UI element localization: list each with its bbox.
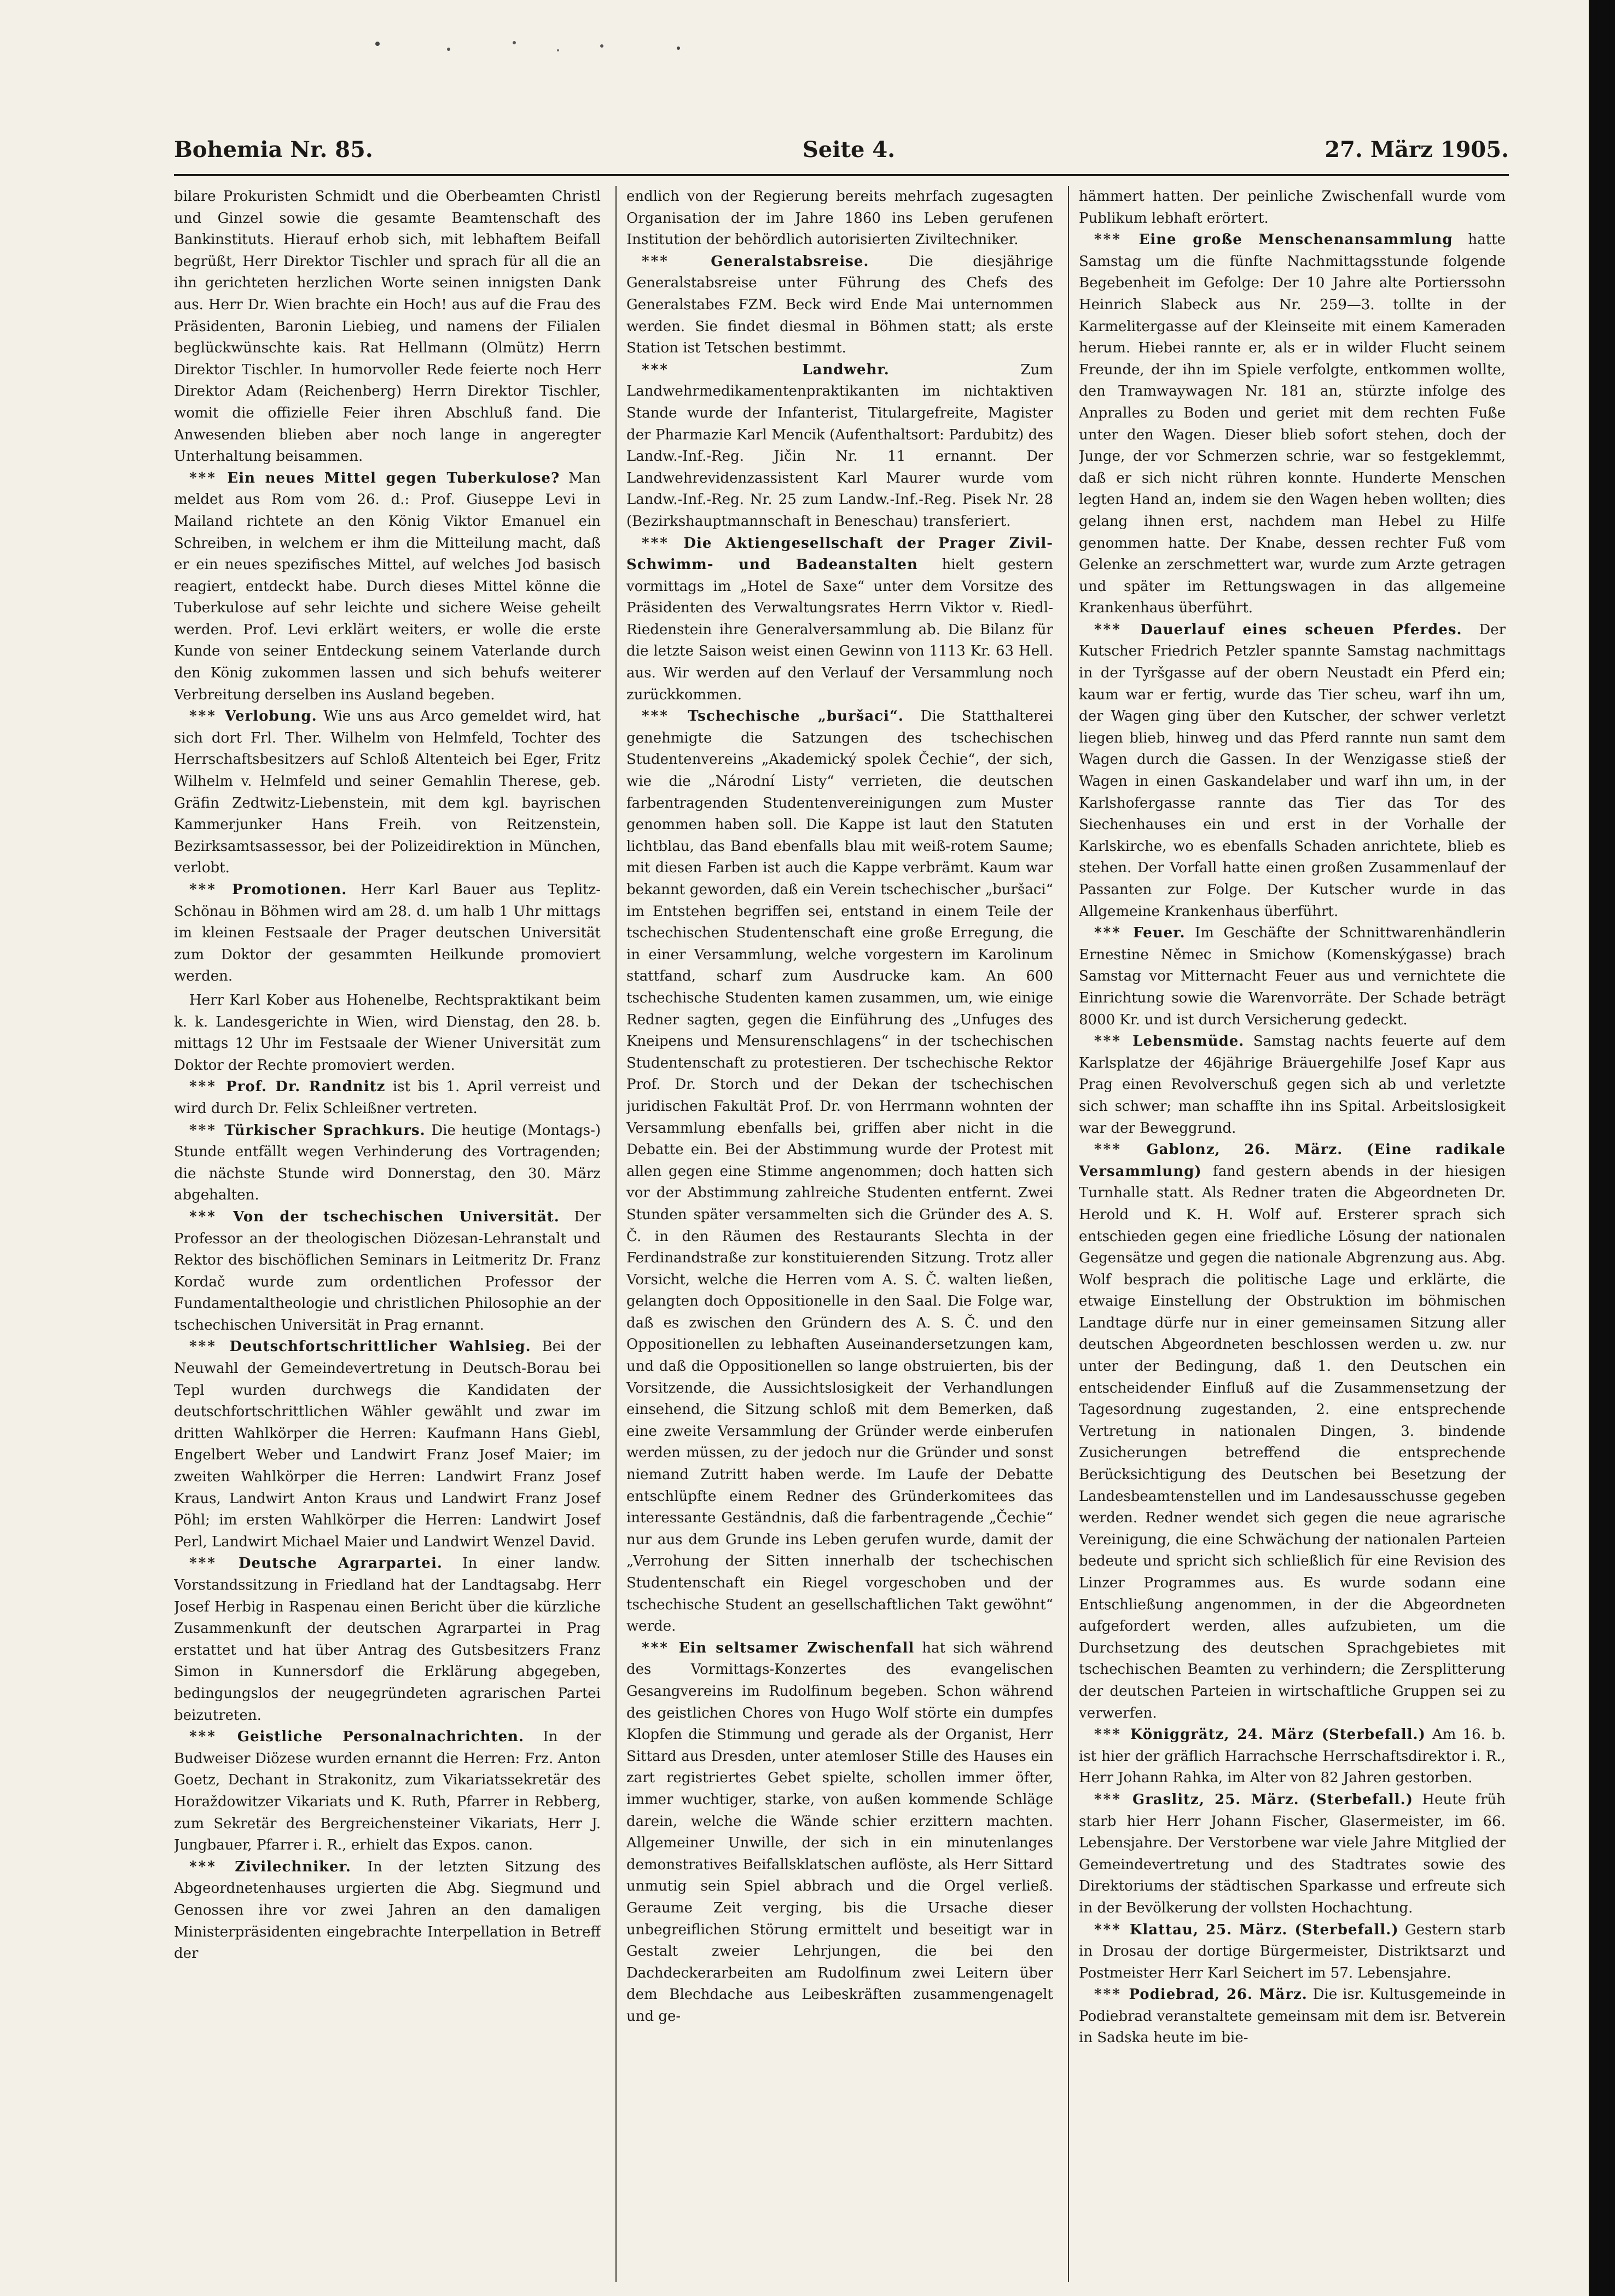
article-headline: Deutsche Agrarpartei. xyxy=(238,1555,443,1572)
article-text: Die isr. Kultusgemeinde in Podiebrad veranstaltete gemeinsam mit dem isr. Betverein in Sadska heute im bie- xyxy=(1079,1986,1506,2046)
article-text: Gestern starb in Drosau der dortige Bürgermeister, Distriktsarzt und Postmeister Herr Karl Seichert im 57. Lebensjahre. xyxy=(1079,1921,1506,1981)
article-headline: Geistliche Personalnachrichten. xyxy=(237,1729,525,1746)
article-text: Zum Landwehrmedikamentenpraktikanten im nichtaktiven Stande wurde der Infanterist, Titulargefreite, Magister der Pharmazie Karl Mencik (Aufenthaltsort: Pardubitz) des Landw.-Inf.-Reg. Jičin Nr. 11 ernannt. Der Landwehrevidenzassistent Karl Maurer wurde vom Landw.-Inf.-Reg. Nr. 25 zum Landw.-Inf.-Reg. Pisek Nr. 28 (Bezirkshauptmannschaft in Beneschau) transferiert. xyxy=(626,361,1053,530)
article-text: Wie uns aus Arco gemeldet wird, hat sich dort Frl. Ther. Wilhelm von Helmfeld, Tochter des Herrschaftsbesitzers auf Schloß Altenteich bei Eger, Fritz Wilhelm v. Helmfeld und seiner Gemahlin Therese, geb. Gräfin Zedtwitz-Liebenstein, mit dem kgl. bayrischen Kammerjunker Hans Freih. von Reitzenstein, Bezirksamtsassessor, bei der Polizeidirektion in München, verlobt. xyxy=(174,708,601,877)
asterism-mark: *** xyxy=(1094,1726,1130,1743)
asterism-mark: *** xyxy=(1094,1986,1129,2003)
article-text: Herr Karl Kober aus Hohenelbe, Rechtspraktikant beim k. k. Landesgerichte in Wien, wird Dienstag, den 28. b. mittags 12 Uhr im Festsaale der Wiener Universität zum Doktor der Rechte promoviert werden. xyxy=(174,992,601,1074)
asterism-mark: *** xyxy=(1094,1791,1132,1808)
article-paragraph xyxy=(626,706,1053,1638)
asterism-mark: *** xyxy=(189,1208,234,1225)
article-paragraph xyxy=(1079,229,1506,619)
column-3 xyxy=(1079,186,1506,2287)
asterism-mark: *** xyxy=(189,1555,239,1572)
article-paragraph xyxy=(1079,1724,1506,1789)
continued-text xyxy=(174,990,601,1076)
article-text: Herr Karl Bauer aus Teplitz-Schönau in Böhmen wird am 28. d. um halb 1 Uhr mittags im kleinen Festsaale der Prager deutschen Universität zum Doktor der gesammten Heilkunde promoviert werden. xyxy=(174,882,601,985)
article-paragraph xyxy=(174,1336,601,1553)
article-headline: Gablonz, 26. März. (Eine radikale Versammlung) xyxy=(1079,1141,1506,1180)
article-paragraph xyxy=(626,533,1053,706)
scan-border xyxy=(1589,0,1615,2296)
asterism-mark: *** xyxy=(1094,231,1139,248)
article-text: In der letzten Sitzung des Abgeordnetenhauses urgierten die Abg. Siegmund und Genossen ihre vor zwei Jahren an den damaligen Ministerpräsidenten eingebrachte Interpellation in Betreff der xyxy=(174,1858,601,1962)
article-headline: Ein seltsamer Zwischenfall xyxy=(678,1639,915,1656)
article-headline: Die Aktiengesellschaft der Prager Zivil-Schwimm- und Badeanstalten xyxy=(626,535,1053,573)
article-paragraph xyxy=(1079,923,1506,1031)
page-header xyxy=(174,137,1509,163)
asterism-mark: *** xyxy=(1094,925,1134,942)
article-headline: Tschechische „buršaci“. xyxy=(688,708,904,725)
article-paragraph xyxy=(626,251,1053,360)
asterism-mark: *** xyxy=(189,469,228,486)
continued-text xyxy=(626,186,1053,251)
column-1 xyxy=(174,186,601,2287)
article-headline: Generalstabsreise. xyxy=(711,253,869,270)
publication-number: Bohemia Nr. 85. xyxy=(174,137,373,163)
article-text: Man meldet aus Rom vom 26. d.: Prof. Giuseppe Levi in Mailand richtete an den König Viktor Emanuel ein Schreiben, in welchem er ihm die Mitteilung macht, daß er ein neues spezifisches Mittel, auf welches Jod basisch reagiert, entdeckt habe. Durch dieses Mittel könne die Tuberkulose auf sehr leichte und sichere Weise geheilt werden. Prof. Levi erklärt weiters, er wolle die erste Kunde von seiner Entdeckung seinem Vaterlande durch den König zukommen lassen und sich behufs weiterer Verbreitung derselben ins Ausland begeben. xyxy=(174,469,601,703)
asterism-mark: *** xyxy=(642,708,688,725)
issue-date: 27. März 1905. xyxy=(1324,137,1509,163)
asterism-mark: *** xyxy=(1094,1033,1133,1050)
article-paragraph xyxy=(174,1553,601,1726)
article-paragraph xyxy=(626,1638,1053,2028)
article-paragraph xyxy=(1079,1984,1506,2049)
article-headline: Deutschfortschrittlicher Wahlsieg. xyxy=(229,1338,531,1355)
article-text: In einer landw. Vorstandssitzung in Friedland hat der Landtagsabg. Herr Josef Herbig in Raspenau einen Bericht über die kürzliche Zusammenkunft der deutschen Agrarpartei in Prag erstattet und hat über Antrag des Gutsbesitzers Franz Simon in Kunnersdorf die Erklärung abgegeben, bedingungslos der neugegründeten agrarischen Partei beizutreten. xyxy=(174,1555,601,1724)
article-headline: Dauerlauf eines scheuen Pferdes. xyxy=(1140,621,1462,638)
article-headline: Landwehr. xyxy=(802,361,890,378)
article-headline: Klattau, 25. März. (Sterbefall.) xyxy=(1129,1921,1399,1938)
article-headline: Verlobung. xyxy=(225,708,317,725)
article-paragraph xyxy=(626,360,1053,533)
article-paragraph xyxy=(1079,1920,1506,1985)
article-headline: Prof. Dr. Randnitz xyxy=(226,1079,386,1095)
asterism-mark: *** xyxy=(189,1079,226,1095)
article-paragraph xyxy=(174,1857,601,1965)
article-headline: Graslitz, 25. März. (Sterbefall.) xyxy=(1132,1791,1414,1808)
article-text: Im Geschäfte der Schnittwarenhändlerin Ernestine Němec in Smichow (Komenskýgasse) brach Samstag vor Mitternacht Feuer aus und vernichtete die Einrichtung sowie die Warenvorräte. Der Schade beträgt 8000 Kr. und ist durch Versicherung gedeckt. xyxy=(1079,925,1506,1028)
article-headline: Podiebrad, 26. März. xyxy=(1129,1986,1308,2003)
article-headline: Feuer. xyxy=(1133,925,1186,942)
article-text: Samstag nachts feuerte auf dem Karlsplatze der 46jährige Bräuergehilfe Josef Kapr aus Prag einen Revolverschuß gegen sich ab und verletzte sich schwer; man schaffte ihn ins Spital. Arbeitslosigkeit war der Beweggrund. xyxy=(1079,1033,1506,1137)
asterism-mark: *** xyxy=(189,708,225,725)
article-paragraph xyxy=(1079,1789,1506,1920)
article-headline: Eine große Menschenansammlung xyxy=(1138,231,1453,248)
article-paragraph xyxy=(1079,1139,1506,1724)
article-text: Heute früh starb hier Herr Johann Fischer, Glasermeister, im 66. Lebensjahre. Der Verstorbene war viele Jahre Mitglied der Gemeindevertretung und des Stadtrates sowie des Direktoriums der städtischen Sparkasse und erfreute sich in der Bevölkerung der vollsten Hochachtung. xyxy=(1079,1791,1506,1916)
article-paragraph xyxy=(174,468,601,706)
asterism-mark: *** xyxy=(189,1729,237,1746)
asterism-mark: *** xyxy=(1094,1921,1130,1938)
article-paragraph xyxy=(174,1207,601,1337)
asterism-mark: *** xyxy=(189,1122,225,1139)
article-paragraph xyxy=(1079,1031,1506,1139)
article-text: Der Professor an der theologischen Diözesan-Lehranstalt und Rektor des bischöflichen Seminars in Leitmeritz Dr. Franz Kordač wurde zum ordentlichen Professor der Fundamentaltheologie und christlichen Philosophie an der tschechischen Universität in Prag ernannt. xyxy=(174,1208,601,1333)
continued-text xyxy=(1079,186,1506,229)
article-headline: Türkischer Sprachkurs. xyxy=(224,1122,426,1139)
article-paragraph xyxy=(174,1726,601,1857)
asterism-mark: *** xyxy=(1094,621,1141,638)
asterism-mark: *** xyxy=(642,1639,679,1656)
header-rule xyxy=(174,174,1509,176)
asterism-mark: *** xyxy=(189,1858,235,1875)
article-paragraph xyxy=(174,1120,601,1207)
asterism-mark: *** xyxy=(189,882,233,898)
article-text: ist bis 1. April verreist und wird durch Dr. Felix Schleißner vertreten. xyxy=(174,1079,601,1117)
article-text: Die diesjährige Generalstabsreise unter Führung des Chefs des Generalstabes FZM. Beck wird Ende Mai unternommen werden. Sie findet diesmal in Böhmen statt; als erste Station ist Tetschen bestimmt. xyxy=(626,253,1053,357)
asterism-mark: *** xyxy=(189,1338,230,1355)
article-paragraph xyxy=(174,879,601,988)
column-divider xyxy=(615,186,617,2282)
column-divider xyxy=(1068,186,1069,2282)
article-paragraph xyxy=(174,706,601,879)
article-text: Am 16. b. ist hier der gräflich Harrachsche Herrschaftsdirektor i. R., Herr Johann Rahka, im Alter von 82 Jahren gestorben. xyxy=(1079,1726,1506,1787)
article-headline: Ein neues Mittel gegen Tuberkulose? xyxy=(227,469,560,486)
article-headline: Von der tschechischen Universität. xyxy=(233,1208,560,1225)
article-paragraph xyxy=(1079,619,1506,923)
article-text: Der Kutscher Friedrich Petzler spannte Samstag nachmittags in der Tyršgasse auf der obern Neustadt ein Pferd ein; kaum war er fertig, wurde das Tier scheu, warf ihn um, der Wagen ging über den Kutscher, der schwer verletzt liegen blieb, hinweg und das Pferd rannte nun samt dem Wagen durch die Gassen. In der Wenzigasse stieß der Wagen in einen Gaskandelaber und warf ihn um, in der Karlshofergasse rannte das Tier das Tor des Siechenhauses ein und erst in der Vorhalle der Karlskirche, wo es ebenfalls Schaden anrichtete, blieb es stehen. Der Vorfall hatte einen großen Zusammenlauf der Passanten zur Folge. Der Kutscher wurde in das Allgemeine Krankenhaus überführt. xyxy=(1079,621,1506,920)
column-2 xyxy=(626,186,1053,2287)
article-text: hielt gestern vormittags im „Hotel de Saxe“ unter dem Vorsitze des Präsidenten des Verwaltungsrates Herrn Viktor v. Riedl-Riedenstein ihre Generalversammlung ab. Die Bilanz für die letzte Saison weist einen Gewinn von 1113 Kr. 63 Hell. aus. Wir werden auf den Verlauf der Versammlung noch zurückkommen. xyxy=(626,556,1053,703)
article-headline: Königgrätz, 24. März (Sterbefall.) xyxy=(1130,1726,1426,1743)
article-text: In der Budweiser Diözese wurden ernannt die Herren: Frz. Anton Goetz, Dechant in Strakonitz, zum Vikariatssekretär des Horaždowitzer Vikariats und K. Ruth, Pfarrer in Rebberg, zum Sekretär des Bergreichensteiner Vikariats, Herr J. Jungbauer, Pfarrer i. R., erhielt das Expos. canon. xyxy=(174,1729,601,1854)
scan-specks xyxy=(328,33,766,60)
article-paragraph xyxy=(174,1076,601,1120)
article-text: fand gestern abends in der hiesigen Turnhalle statt. Als Redner traten die Abgeordneten Dr. Herold und K. H. Wolf auf. Ersterer sprach sich entschieden gegen eine friedliche Lösung der nationalen Gegensätze und gegen die nationale Abgrenzung aus. Abg. Wolf besprach die politische Lage und erklärte, die etwaige Einstellung der Obstruktion im böhmischen Landtage dürfe nur in einer gemeinsamen Sitzung aller deutschen Abgeordneten beschlossen werden u. zw. nur unter der Bedingung, daß 1. den Deutschen ein entscheidender Einfluß auf die Zusammensetzung der Tagesordnung zugestanden, 2. eine entsprechende Vertretung in nationalen Dingen, 3. bindende Zusicherungen betreffend die entsprechende Berücksichtigung des Deutschen bei Besetzung der Landesbeamtenstellen und im Landesausschusse gegeben werden. Redner wendet sich gegen die neue agrarische Vereinigung, die eine Schwächung der nationalen Parteien bedeute und spricht sich schließlich für eine Revision des Linzer Programmes aus. Es wurde sodann eine Entschließung angenommen, in der die Abgeordneten aufgefordert werden, alles aufzubieten, um die Durchsetzung des deutschen Sprachgebietes mit tschechischen Beamten zu verhindern; die Zersplitterung der deutschen Parteien in wirtschaftliche Gruppen sei zu verwerfen. xyxy=(1079,1163,1506,1721)
article-text: hat sich während des Vormittags-Konzertes des evangelischen Gesangvereins im Rudolfinum begeben. Schon während des geistlichen Chores von Hugo Wolf störte ein dumpfes Klopfen die Stimmung und gerade als der Organist, Herr Sittard aus Dresden, unter atemloser Stille des Hauses ein zart registriertes Gebet spielte, schollen immer öfter, immer wuchtiger, starke, von außen kommende Schläge darein, welche die Wände schier erzittern machten. Allgemeiner Unwille, der sich in ein minutenlanges demonstratives Beifallsklatschen auflöste, als Herr Sittard unmutig sein Spiel abbrach und die Orgel verließ. Geraume Zeit verging, bis die Ursache dieser unbegreiflichen Störung ermittelt und beseitigt war in Gestalt zweier Lehrjungen, die bei den Dachdeckerarbeiten am Rudolfinum zwei Leitern über dem Blechdache aus Leibeskräften zusammengenagelt und ge- xyxy=(626,1639,1053,2025)
article-text: hatte Samstag um die fünfte Nachmittagsstunde folgende Begebenheit im Gefolge: Der 10 Jahre alte Portierssohn Heinrich Slabeck aus Nr. 259—3. tollte in der Karmelitergasse auf der Kleinseite mit einem Kameraden herum. Hiebei rannte er, als er in wilder Flucht seinem Freunde, der ihn im Spiele verfolgte, entkommen wollte, den Tramwaywagen Nr. 181 an, stürzte infolge des Anpralles zu Boden und geriet mit dem rechten Fuße unter den Wagen. Dieser blieb sofort stehen, doch der Junge, der vor Schmerzen schrie, war so festgeklemmt, daß er sich nicht rühren konnte. Hunderte Menschen legten Hand an, indem sie den Wagen heben wollten; dies gelang ihnen erst, nachdem man Hebel zu Hilfe genommen hatte. Der Knabe, dessen rechter Fuß vom Gelenke an zerschmettert war, wurde zum Arzte getragen und später im Rettungswagen in das allgemeine Krankenhaus überführt. xyxy=(1079,231,1506,617)
asterism-mark: *** xyxy=(1094,1141,1147,1158)
article-text: Bei der Neuwahl der Gemeindevertretung in Deutsch-Borau bei Tepl wurden durchwegs die Kandidaten der deutschfortschrittlichen Wähler gewählt und zwar im dritten Wahlkörper die Herren: Kaufmann Hans Giebl, Engelbert Weber und Landwirt Franz Josef Maier; im zweiten Wahlkörper die Herren: Landwirt Franz Josef Kraus, Landwirt Anton Kraus und Landwirt Franz Josef Pöhl; im ersten Wahlkörper die Herren: Landwirt Josef Perl, Landwirt Michael Maier und Landwirt Wenzel David. xyxy=(174,1338,601,1550)
article-text: Die Statthalterei genehmigte die Satzungen des tschechischen Studentenvereins „Akademický spolek Čechie“, der sich, wie die „Národní Listy“ verrieten, die deutschen farbentragenden Studentenvereinigungen zum Muster genommen haben soll. Die Kappe ist laut den Statuten lichtblau, das Band ebenfalls blau mit weiß-rotem Saume; mit diesen Farben ist auch die Kappe verbrämt. Kaum war bekannt geworden, daß ein Verein tschechischer „buršaci“ im Entstehen begriffen sei, entstand in einem Teile der tschechischen Studentenschaft eine große Erregung, die in einer Versammlung, welche vorgestern im Karolinum stattfand, scharf zum Ausdrucke kam. An 600 tschechische Studenten kamen zusammen, um, wie einige Redner sagten, gegen die Einführung des „Unfuges des Kneipens und Mensurenschlagens“ in der tschechischen Studentenschaft zu protestieren. Der tschechische Rektor Prof. Dr. Storch und der Dekan der tschechischen juridischen Fakultät Prof. Dr. von Herrmann wohnten der Versammlung ebenfalls bei, griffen aber nicht in die Debatte ein. Bei der Abstimmung wurde der Protest mit allen gegen eine Stimme angenommen; doch hatten sich vor der Abstimmung zahlreiche Studenten entfernt. Zwei Stunden später versammelten sich die Gründer des A. S. Č. in den Räumen des Restaurants Slechta in der Ferdinandstraße zur konstituierenden Sitzung. Trotz aller Vorsicht, welche die Herren vom A. S. Č. walten ließen, gelangten doch Oppositionelle in den Saal. Die Folge war, daß es zwischen den Gründern des A. S. Č. und den Oppositionellen zu lebhaften Auseinandersetzungen kam, und daß die Oppositionellen so lange obstruierten, bis der Vorsitzende, die Aussichtslosigkeit der Verhandlungen einsehend, die Sitzung schloß mit dem Bemerken, daß eine zweite Versammlung der Gründer werde einberufen werden müssen, zu der jedoch nur die Gründer und sonst niemand Zutritt haben werde. Im Laufe der Debatte entschlüpfte einem Redner des Gründerkomitees das interessante Geständnis, daß die farbentragende „Čechie“ nur aus dem Grunde ins Leben gerufen wurde, damit der „Verrohung der Sitten innerhalb der tschechischen Studentenschaft ein Riegel vorgeschoben und der tschechische Student an gesellschaftlichen Takt gewöhnt“ werde. xyxy=(626,708,1053,1635)
article-headline: Promotionen. xyxy=(232,882,347,898)
asterism-mark: *** xyxy=(642,535,684,552)
article-headline: Zivilechniker. xyxy=(235,1858,351,1875)
page-number: Seite 4. xyxy=(802,137,896,163)
article-text: hämmert hatten. Der peinliche Zwischenfall wurde vom Publikum lebhaft erörtert. xyxy=(1079,188,1506,227)
asterism-mark: *** xyxy=(642,253,711,270)
article-text: Die heutige (Montags-) Stunde entfällt wegen Verhinderung des Vortragenden; die nächste Stunde wird Donnerstag, den 30. März abgehalten. xyxy=(174,1122,601,1204)
article-headline: Lebensmüde. xyxy=(1132,1033,1245,1050)
article-text: bilare Prokuristen Schmidt und die Oberbeamten Christl und Ginzel sowie die gesamte Beamtenschaft des Bankinstituts. Hierauf erhob sich, mit lebhaftem Beifall begrüßt, Herr Direktor Tischler und sprach für all die an ihn gerichteten herzlichen Worte seinen innigsten Dank aus. Herr Dr. Wien brachte ein Hoch! aus auf die Frau des Präsidenten, Baronin Liebieg, und namens der Filialen beglückwünschte kais. Rat Hellmann (Olmütz) Herrn Direktor Tischler. In humorvoller Rede feierte noch Herr Direktor Adam (Reichenberg) Herrn Direktor Tischler, womit die offizielle Feier ihren Abschluß fand. Die Anwesenden blieben aber noch lange in angeregter Unterhaltung beisammen. xyxy=(174,188,601,465)
asterism-mark: *** xyxy=(642,361,803,378)
continued-text xyxy=(174,186,601,468)
article-text: endlich von der Regierung bereits mehrfach zugesagten Organisation der im Jahre 1860 ins Leben gerufenen Institution der behördlich autorisierten Ziviltechniker. xyxy=(626,188,1053,248)
